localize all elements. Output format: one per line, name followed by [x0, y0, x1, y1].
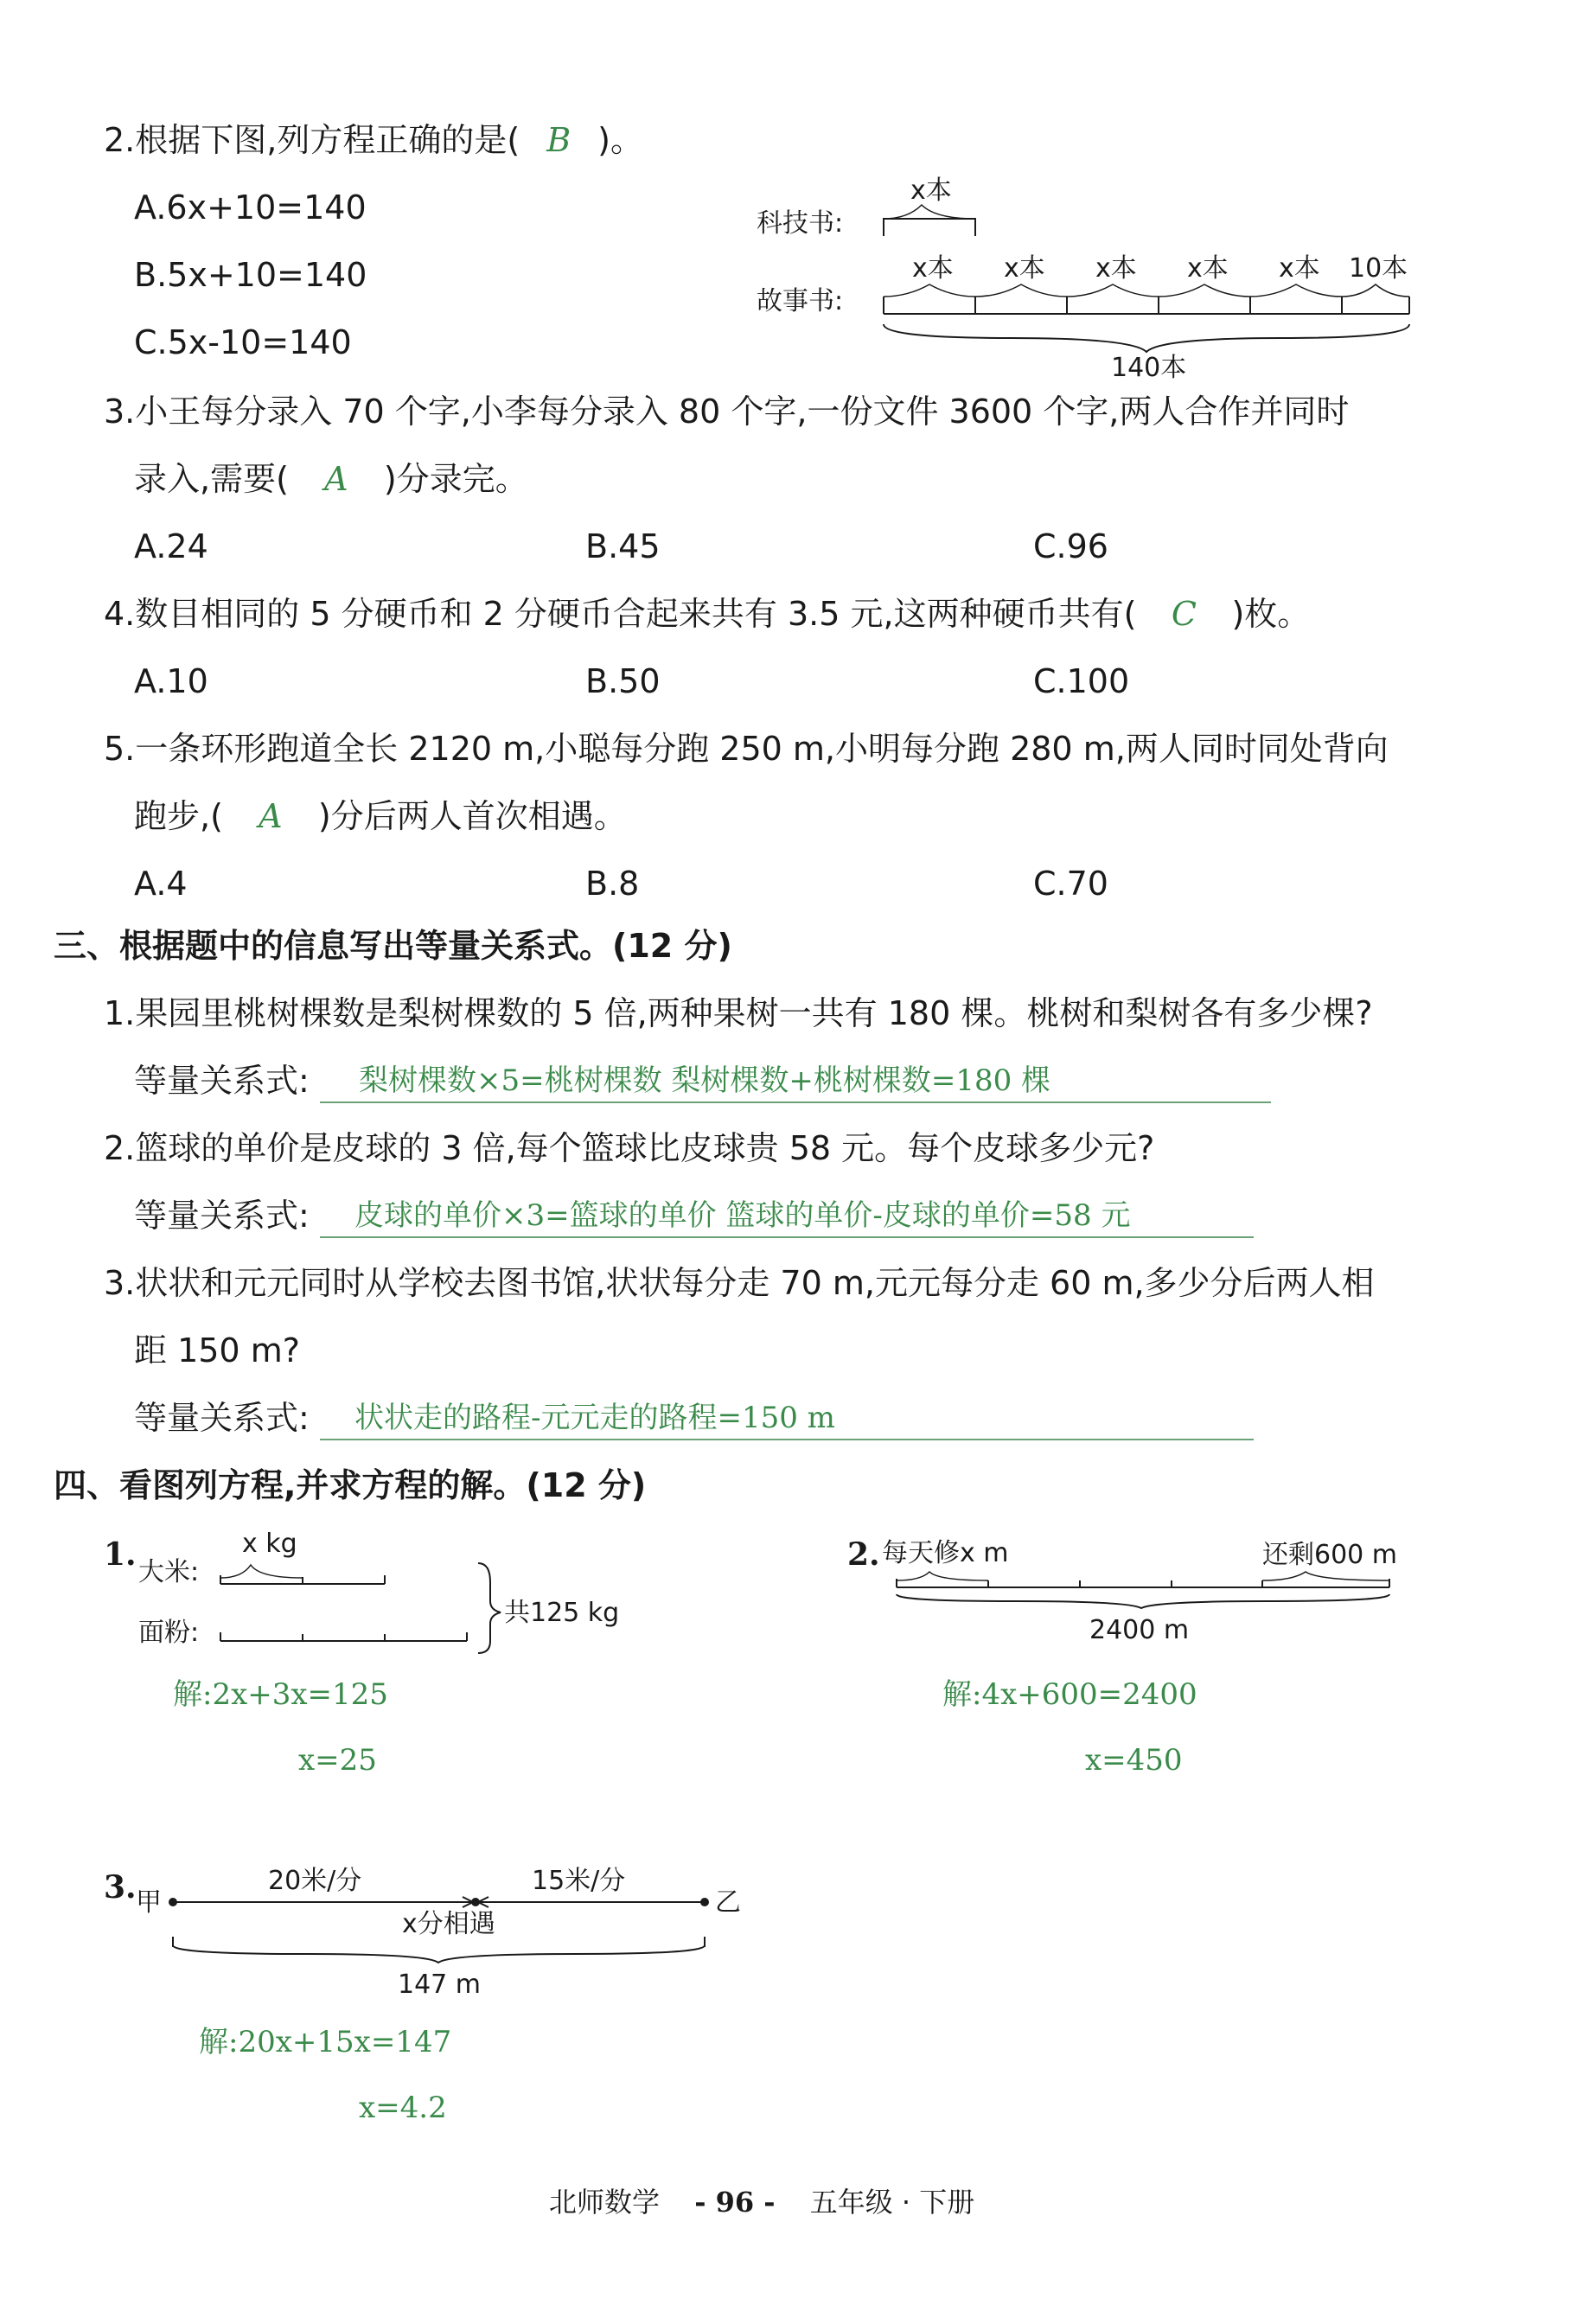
q5-answer: A [259, 797, 283, 835]
section3-title: 三、根据题中的信息写出等量关系式。(12 分) [54, 927, 732, 965]
q2-answer: B [546, 121, 572, 159]
s4-p1-label-flour: 面粉: [138, 1618, 200, 1648]
s4-p3-label-a: 甲 [136, 1887, 162, 1918]
q3-option-b: B.45 [585, 527, 661, 565]
q4-answer: C [1171, 595, 1197, 633]
q3-option-c: C.96 [1033, 527, 1108, 565]
s4-p3-label-b: 乙 [715, 1887, 741, 1918]
s3-q1-underline [320, 1101, 1271, 1103]
footer-page: - 96 - [694, 2186, 776, 2219]
q2-label-story: 故事书: [757, 286, 844, 316]
q2-stem-text: 2.根据下图,列方程正确的是( [104, 121, 520, 159]
q4-stem-text: 4.数目相同的 5 分硬币和 2 分硬币合起来共有 3.5 元,这两种硬币共有( [104, 595, 1137, 633]
s4-p2-diagram [843, 1530, 1431, 1643]
s4-p3-diagram [99, 1859, 757, 2010]
q3-answer: A [324, 460, 348, 498]
q5-line2-end: )分后两人首次相遇。 [317, 797, 627, 835]
q4-stem-end: )枚。 [1231, 595, 1311, 633]
q5-line2-text: 跑步,( [134, 797, 223, 835]
q3-line2-text: 录入,需要( [134, 460, 289, 498]
q2-label-science: 科技书: [757, 208, 844, 239]
q2-diagram [752, 169, 1427, 385]
s4-p3-total-label: 147 m [398, 1970, 482, 2000]
s4-p1-flour-bar [220, 1632, 467, 1641]
q5-line2 [134, 795, 627, 837]
s3-q2-label: 等量关系式: [134, 1197, 310, 1235]
q2-seg-label-5: x本 [1279, 253, 1320, 284]
s4-p1-diagram [99, 1530, 653, 1660]
q3-line2-end: )分录完。 [383, 460, 528, 498]
q2-science-brace [884, 219, 975, 236]
s4-p3-solution-2: x=4.2 [359, 2091, 447, 2125]
q4-option-a: A.10 [134, 662, 208, 700]
s4-p1-solution-1: 解:2x+3x=125 [173, 1677, 388, 1712]
s4-p1-total-label: 共125 kg [504, 1598, 620, 1628]
q4-option-b: B.50 [585, 662, 661, 700]
s4-p2-label-daily: 每天修x m [882, 1538, 1009, 1568]
q3-line1: 3.小王每分录入 70 个字,小李每分录入 80 个字,一份文件 3600 个字,两人合作并同时 [104, 393, 1350, 431]
s4-p3-meet-label: x分相遇 [402, 1909, 495, 1939]
s3-q3-label: 等量关系式: [134, 1399, 310, 1437]
section4-title: 四、看图列方程,并求方程的解。(12 分) [54, 1466, 647, 1504]
q5-option-b: B.8 [585, 865, 640, 903]
s4-p3-speed-a: 20米/分 [268, 1866, 362, 1896]
s4-p3-num: 3. [104, 1869, 137, 1906]
s3-q2-answer: 皮球的单价×3=篮球的单价 篮球的单价-皮球的单价=58 元 [354, 1198, 1131, 1233]
s4-p3-point-b [700, 1898, 709, 1906]
s4-p3-total-brace [173, 1945, 705, 1963]
s3-q1: 1.果园里桃树棵数是梨树棵数的 5 倍,两种果树一共有 180 棵。桃树和梨树各有多少棵? [104, 994, 1373, 1032]
s3-q1-answer: 梨树棵数×5=桃树棵数 梨树棵数+桃树棵数=180 棵 [359, 1063, 1051, 1098]
s4-p3-speed-b: 15米/分 [532, 1866, 626, 1896]
q2-total-label: 140本 [1111, 353, 1187, 383]
q2-option-c: C.5x-10=140 [134, 323, 352, 361]
footer [549, 2180, 974, 2220]
q5-option-c: C.70 [1033, 865, 1108, 903]
s4-p2-solution-2: x=450 [1085, 1743, 1183, 1778]
q4-option-c: C.100 [1033, 662, 1130, 700]
q2-stem [104, 119, 643, 161]
q4-stem [104, 593, 1310, 635]
s3-q2-underline [320, 1236, 1254, 1238]
footer-grade: 五年级 · 下册 [809, 2186, 975, 2219]
q5-line1: 5.一条环形跑道全长 2120 m,小聪每分跑 250 m,小明每分跑 280 m,两人同时同处背向 [104, 730, 1389, 768]
q2-total-brace [884, 324, 1409, 352]
q2-seg-label-3: x本 [1095, 253, 1137, 284]
q2-seg-label-4: x本 [1187, 253, 1229, 284]
s4-p1-unit-label: x kg [242, 1529, 297, 1559]
s4-p2-solution-1: 解:4x+600=2400 [942, 1677, 1197, 1712]
q2-story-ticks [884, 297, 1409, 314]
q3-option-a: A.24 [134, 527, 208, 565]
s3-q3-line2: 距 150 m? [134, 1331, 300, 1370]
s3-q3-underline [320, 1439, 1254, 1440]
s4-p2-total-label: 2400 m [1089, 1615, 1190, 1645]
q3-line2 [134, 458, 528, 500]
q2-story-braces [884, 284, 1409, 297]
s4-p3-solution-1: 解:20x+15x=147 [199, 2025, 452, 2059]
s4-p2-num: 2. [847, 1536, 880, 1573]
s4-p1-total-brace [478, 1563, 501, 1653]
s4-p1-rice-bar [220, 1575, 385, 1584]
q5-option-a: A.4 [134, 865, 188, 903]
s3-q2: 2.篮球的单价是皮球的 3 倍,每个篮球比皮球贵 58 元。每个皮球多少元? [104, 1129, 1155, 1167]
s3-q3-line1: 3.状状和元元同时从学校去图书馆,状状每分走 70 m,元元每分走 60 m,多少分后两人相 [104, 1264, 1375, 1302]
s4-p2-label-remain: 还剩600 m [1262, 1540, 1398, 1570]
s4-p1-label-rice: 大米: [138, 1557, 200, 1587]
q2-seg-label-2: x本 [1004, 253, 1045, 284]
q2-stem-end: )。 [597, 121, 643, 159]
s4-p1-num: 1. [104, 1536, 137, 1573]
s4-p2-total-brace [897, 1594, 1389, 1608]
q2-option-b: B.5x+10=140 [134, 256, 367, 294]
footer-book: 北师数学 [549, 2186, 661, 2219]
q2-science-unit: x本 [910, 176, 952, 206]
s3-q1-label: 等量关系式: [134, 1062, 310, 1100]
s4-p1-solution-2: x=25 [298, 1743, 377, 1778]
s3-q3-answer: 状状走的路程-元元走的路程=150 m [354, 1401, 835, 1435]
q2-seg-label-6: 10本 [1349, 253, 1408, 284]
q2-seg-label-1: x本 [912, 253, 954, 284]
q2-option-a: A.6x+10=140 [134, 188, 367, 227]
s4-p3-point-a [169, 1898, 177, 1906]
